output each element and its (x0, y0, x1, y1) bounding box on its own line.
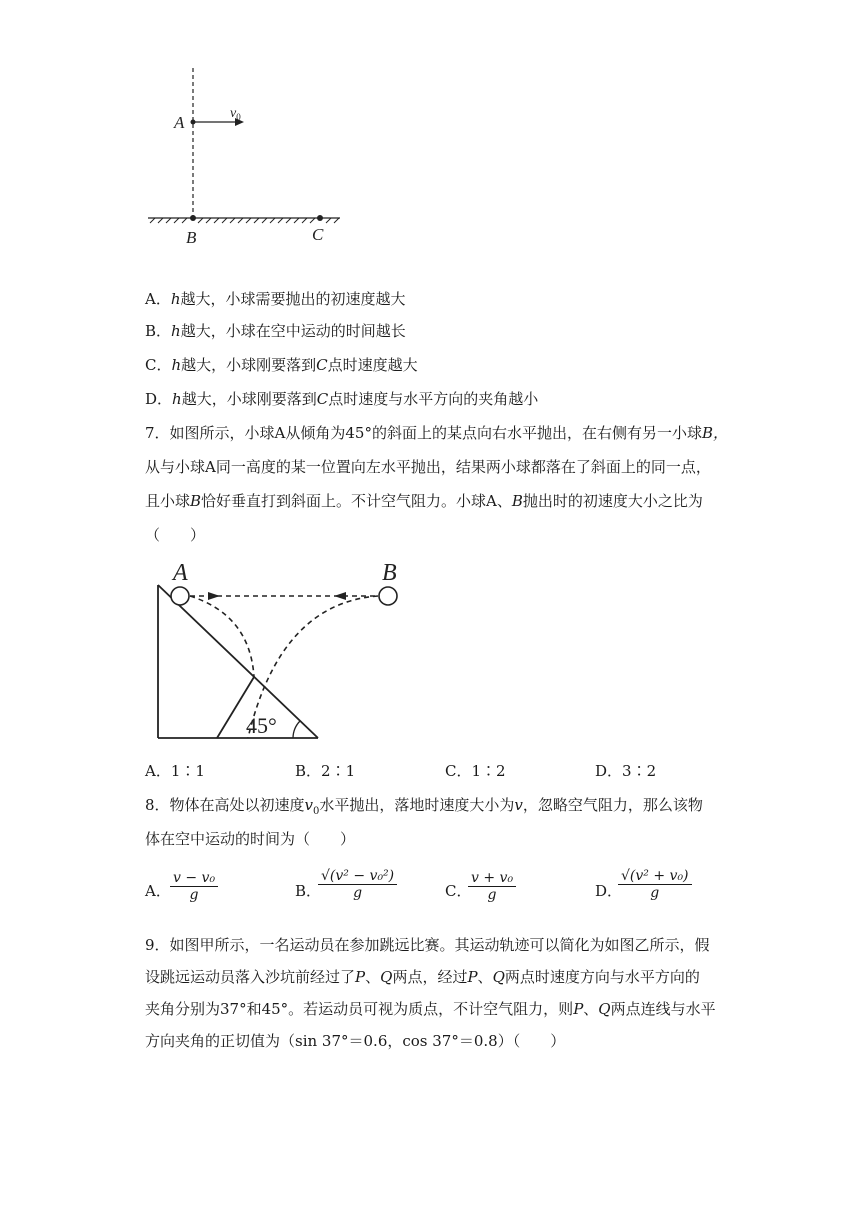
projectile-figure-1 (140, 60, 350, 250)
q8-option-c[interactable]: C． (445, 882, 472, 900)
option-text: 越大，小球需要抛出的初速度越大 (180, 290, 406, 308)
label-a: A (173, 560, 188, 586)
q7-stem-line-3: 且小球B恰好垂直打到斜面上。不计空气阻力。小球A、B抛出时的初速度大小之比为 (145, 492, 703, 510)
option-text: 越大，小球刚要落到 (181, 390, 317, 408)
point-c-label: C (316, 356, 328, 374)
q7-option-a[interactable]: A．1∶1 (145, 762, 205, 780)
var-h: h (171, 356, 182, 374)
ball-a (171, 587, 189, 605)
ball-b (379, 587, 397, 605)
option-letter: C． (145, 356, 172, 374)
incline-figure (150, 555, 410, 745)
q6-option-d[interactable] (145, 388, 538, 409)
q9-stem-line-1: 9．如图甲所示，一名运动员在参加跳远比赛。其运动轨迹可以简化为如图乙所示，假 (145, 936, 710, 954)
arrow-left (334, 592, 346, 600)
label-v0: $v_0$ (230, 106, 241, 122)
q9-stem-line-4: 方向夹角的正切值为（sin 37°＝0.6，cos 37°＝0.8）（ ） (145, 1032, 566, 1050)
option-text: 越大，小球在空中运动的时间越长 (180, 322, 406, 340)
point-b (190, 215, 196, 221)
option-letter: B． (145, 322, 172, 340)
q8-option-b-fraction: $\frac{\text{√(v² − v₀²)}}{g}$ (318, 868, 397, 901)
ground-hatching (150, 218, 339, 223)
q8-option-d-fraction: $\frac{\text{√(v² + v₀)}}{g}$ (618, 868, 692, 901)
q8-option-c-fraction: $\frac{\text{v + v₀}}{g}$ (468, 870, 516, 903)
q8-option-a[interactable]: A． (145, 882, 171, 900)
q8-option-b[interactable]: B． (295, 882, 322, 900)
option-text: 点时速度越大 (327, 356, 418, 374)
var-h: h (170, 290, 181, 308)
q6-option-b[interactable] (145, 320, 406, 341)
q7-option-b[interactable]: B．2∶1 (295, 762, 356, 780)
q8-option-a-fraction: $\frac{\text{v − v₀}}{g}$ (170, 870, 218, 903)
arrow-right (208, 592, 220, 600)
option-text: 点时速度与水平方向的夹角越小 (328, 390, 539, 408)
label-b: B (186, 228, 197, 247)
q8-stem-line-2: 体在空中运动的时间为（ ） (145, 830, 356, 848)
q9-stem-line-3: 夹角分别为37°和45°。若运动员可视为质点，不计空气阻力，则P、Q两点连线与水平 (145, 1000, 716, 1018)
q9-stem-line-2: 设跳远运动员落入沙坑前经过了P、Q两点，经过P、Q两点时速度方向与水平方向的 (145, 968, 700, 986)
point-c (317, 215, 323, 221)
q7-option-c[interactable]: C．1∶2 (445, 762, 506, 780)
option-text: 越大，小球刚要落到 (181, 356, 317, 374)
q7-answer-paren: （ ） (145, 526, 206, 544)
q6-option-a[interactable] (145, 288, 406, 309)
big-incline (158, 585, 318, 738)
q7-stem-line-2: 从与小球A同一高度的某一位置向左水平抛出，结果两小球都落在了斜面上的同一点， (145, 458, 711, 476)
label-c: C (312, 225, 324, 244)
var-h: h (171, 322, 181, 340)
trajectory-a (190, 596, 254, 677)
q7-stem-line-1: 7．如图所示，小球A从倾角为45°的斜面上的某点向右水平抛出，在右侧有另一小球B， (145, 424, 728, 442)
option-letter: A． (145, 290, 171, 308)
q8-option-d[interactable]: D． (595, 882, 623, 900)
option-letter: D． (145, 390, 173, 408)
label-a: A (174, 113, 185, 132)
q7-option-d[interactable]: D．3∶2 (595, 762, 657, 780)
q6-option-c[interactable] (145, 354, 418, 375)
q8-stem-line-1: 8．物体在高处以初速度$v_0$水平抛出，落地时速度大小为v，忽略空气阻力，那么该物 (145, 796, 703, 817)
angle-arc (293, 721, 300, 738)
var-h: h (172, 390, 182, 408)
angle-label: 45° (246, 713, 277, 738)
point-c-label: C (316, 390, 329, 408)
label-b: B (382, 560, 397, 586)
